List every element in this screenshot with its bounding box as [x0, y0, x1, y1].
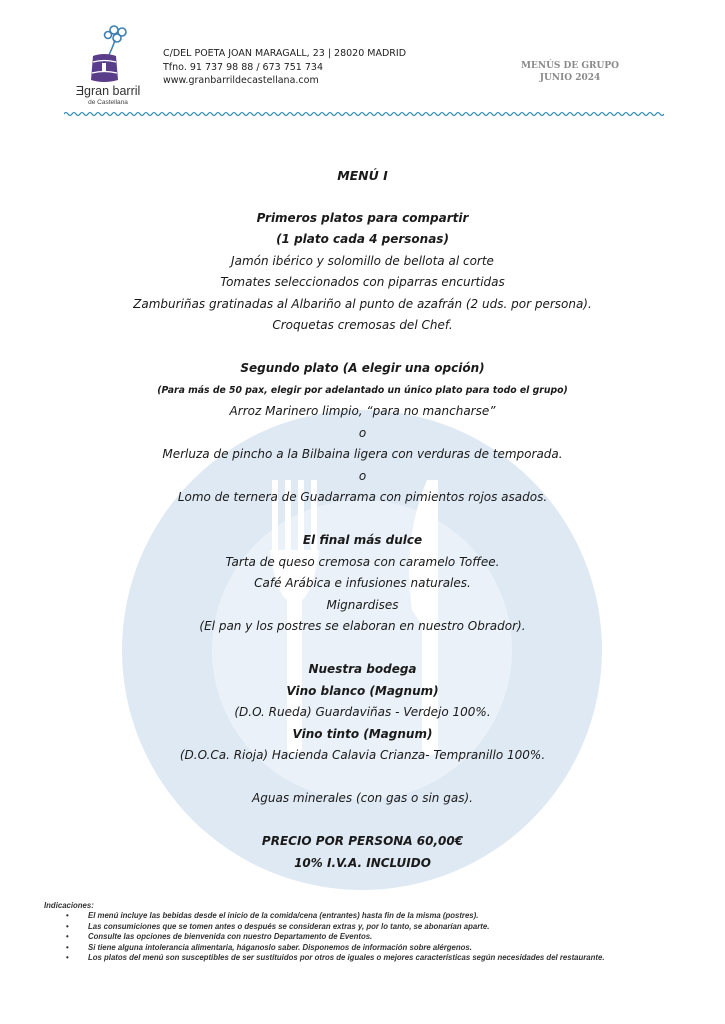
wave-divider [64, 110, 664, 118]
contact-info [163, 47, 406, 88]
menu-content [0, 165, 725, 874]
starter-item: Croquetas cremosas del Chef. [272, 318, 453, 332]
menu-title: MENÚ I [337, 168, 388, 183]
note-item: • Consulte las opciones de bienvenida con nuestro Departamento de Eventos. [88, 932, 694, 942]
note-item: • Los platos del menú son susceptibles de ser sustituidos por otros de iguales o mejores características según necesidades del restaurante. [88, 953, 694, 963]
option-separator: o [358, 468, 367, 483]
vat: 10% I.V.A. INCLUIDO [294, 855, 431, 870]
doc-label: MENÚS DE GRUPO [521, 61, 619, 71]
main-heading: Segundo plato (A elegir una opción) [240, 361, 485, 375]
main-option: Lomo de ternera de Guadarrama con pimientos rojos asados. [177, 490, 548, 504]
notes-heading: Indicaciones: [44, 901, 94, 910]
dessert-heading: El final más dulce [302, 533, 423, 547]
dessert-item: Café Arábica e infusiones naturales. [254, 576, 471, 590]
main-option: Merluza de pincho a la Bilbaina ligera con verduras de temporada. [162, 447, 563, 461]
notes-section [44, 901, 694, 963]
starters-note: (1 plato cada 4 personas) [276, 232, 449, 246]
note-item: • Las consumiciones que se tomen antes o después se consideran extras y, por lo tanto, se abonarían aparte. [88, 922, 694, 932]
option-separator: o [358, 425, 367, 440]
starter-item: Tomates seleccionados con piparras encurtidas [220, 275, 505, 289]
red-wine-heading: Vino tinto (Magnum) [292, 726, 433, 741]
main-option: Arroz Marinero limpio, “para no mancharse” [229, 404, 496, 418]
doc-date: JUNIO 2024 [539, 73, 601, 83]
notes-list [44, 911, 694, 963]
white-wine-heading: Vino blanco (Magnum) [286, 683, 439, 698]
starter-item: Zamburiñas gratinadas al Albariño al punto de azafrán (2 uds. por persona). [133, 296, 592, 311]
price: PRECIO POR PERSONA 60,00€ [261, 834, 464, 848]
starter-item: Jamón ibérico y solomillo de bellota al corte [231, 253, 494, 268]
dessert-item: (El pan y los postres se elaboran en nuestro Obrador). [199, 619, 526, 633]
wine-heading: Nuestra bodega [308, 662, 417, 676]
barrel-flower-icon [84, 22, 132, 84]
document-label [505, 60, 635, 84]
logo-subtitle: de Castellana [88, 99, 128, 106]
dessert-item: Tarta de queso cremosa con caramelo Toffee. [225, 554, 500, 569]
red-wine: (D.O.Ca. Rioja) Hacienda Calavia Crianza- Tempranillo 100%. [179, 748, 546, 762]
address: C/DEL POETA JOAN MARAGALL, 23 | 28020 MADRID [163, 48, 407, 59]
logo-name: Ǝgran barril [75, 84, 141, 98]
main-note: (Para más de 50 pax, elegir por adelantado un único plato para todo el grupo) [157, 384, 568, 396]
note-item: • El menú incluye las bebidas desde el inicio de la comida/cena (entrantes) hasta fin de la misma (postres). [88, 911, 694, 921]
note-item: • Si tiene alguna intolerancia alimentaria, háganoslo saber. Disponemos de información sobre alérgenos. [88, 943, 694, 953]
page-header [0, 0, 725, 125]
dessert-item: Mignardises [326, 597, 399, 612]
water: Aguas minerales (con gas o sin gas). [252, 791, 473, 805]
phone: Tfno. 91 737 98 88 / 673 751 734 [163, 61, 323, 73]
starters-heading: Primeros platos para compartir [256, 210, 469, 225]
website-link[interactable]: www.granbarrildecastellana.com [163, 75, 319, 86]
white-wine: (D.O. Rueda) Guardaviñas - Verdejo 100%. [234, 705, 491, 719]
logo [58, 22, 158, 108]
